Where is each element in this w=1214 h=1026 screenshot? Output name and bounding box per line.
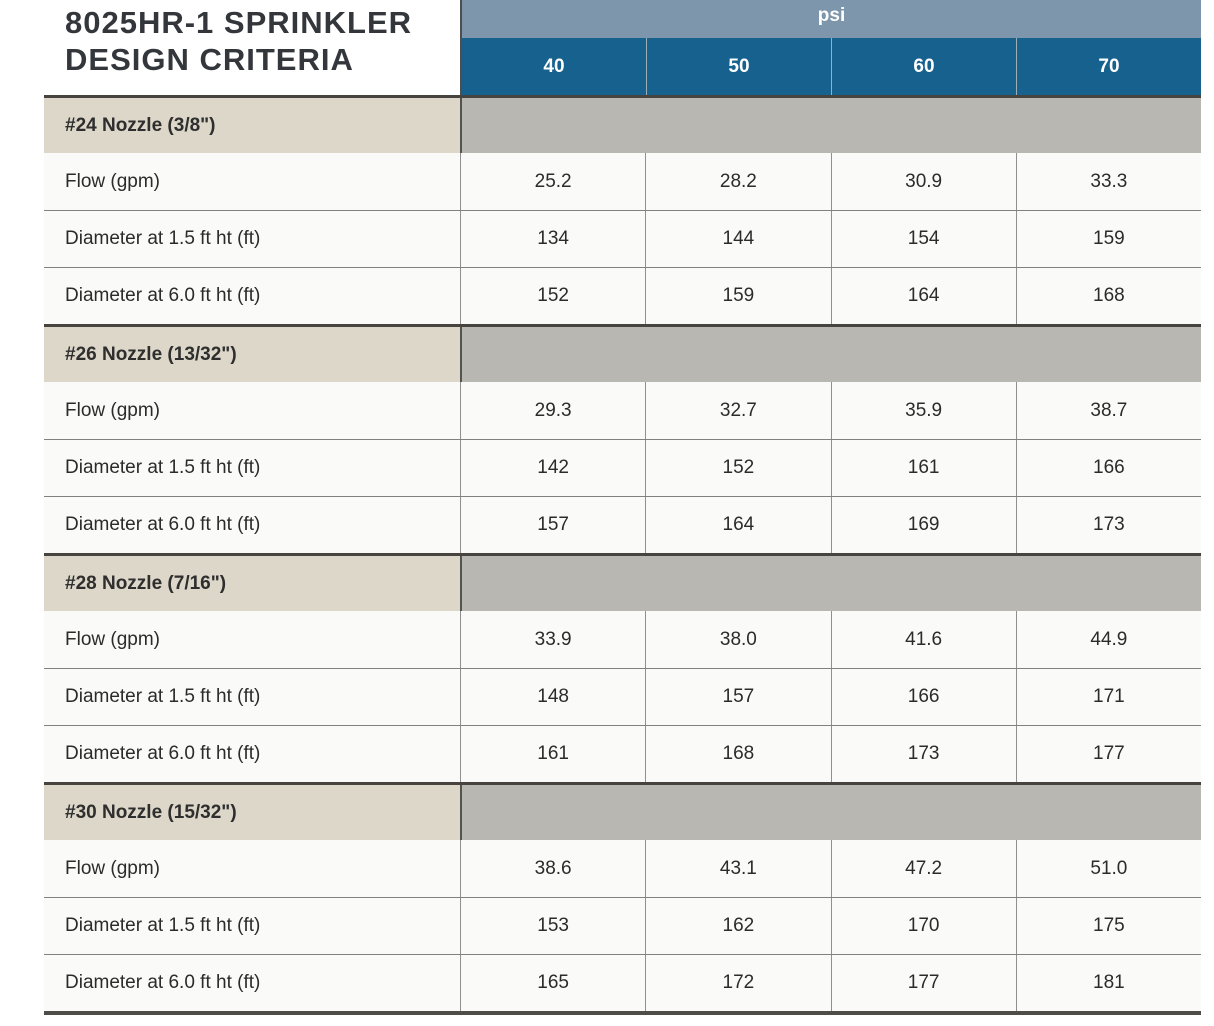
data-cell: 44.9: [1016, 611, 1201, 668]
data-cell: 181: [1016, 955, 1201, 1011]
row-label: Flow (gpm): [65, 399, 161, 421]
data-cell: 154: [831, 211, 1016, 267]
pressure-column-header-50: 50: [646, 38, 831, 95]
data-cell: 161: [831, 440, 1016, 496]
table-row: [44, 439, 1201, 496]
data-cell: 162: [645, 898, 830, 954]
data-cell: 51.0: [1016, 840, 1201, 897]
table-row: [44, 382, 1201, 439]
data-cell: 32.7: [645, 382, 830, 439]
table-row: [44, 210, 1201, 267]
data-cell: 166: [1016, 440, 1201, 496]
data-cell: 165: [460, 955, 645, 1011]
data-cell: 177: [1016, 726, 1201, 782]
data-cell: 164: [645, 497, 830, 553]
data-cell: 33.9: [460, 611, 645, 668]
data-cell: 173: [831, 726, 1016, 782]
table-row: [44, 897, 1201, 954]
nozzle-section-header-fill: [460, 556, 1201, 611]
data-cell: 169: [831, 497, 1016, 553]
data-cell: 170: [831, 898, 1016, 954]
data-cell: 25.2: [460, 153, 645, 210]
psi-unit-banner: psi: [462, 0, 1201, 38]
pressure-column-header-70: 70: [1016, 38, 1201, 95]
data-cell: 175: [1016, 898, 1201, 954]
design-criteria-table: [44, 0, 1201, 1015]
row-label: Flow (gpm): [65, 170, 161, 192]
data-cell: 142: [460, 440, 645, 496]
table-row: [44, 153, 1201, 210]
data-cell: 47.2: [831, 840, 1016, 897]
data-cell: 168: [1016, 268, 1201, 324]
table-row: [44, 668, 1201, 725]
data-cell: 33.3: [1016, 153, 1201, 210]
data-cell: 159: [645, 268, 830, 324]
row-label: Flow (gpm): [65, 628, 161, 650]
page-title: [44, 0, 460, 95]
table-row: [44, 725, 1201, 782]
nozzle-section-title: #24 Nozzle (3/8"): [44, 98, 460, 153]
nozzle-section-header: [44, 782, 1201, 840]
table-row: [44, 496, 1201, 553]
data-cell: 30.9: [831, 153, 1016, 210]
pressure-column-headers: [462, 38, 1201, 95]
data-cell: 166: [831, 669, 1016, 725]
table-row: [44, 954, 1201, 1011]
nozzle-section-title: #30 Nozzle (15/32"): [44, 785, 460, 840]
table-header-row: [44, 0, 1201, 95]
nozzle-section-title: #26 Nozzle (13/32"): [44, 327, 460, 382]
data-cell: 148: [460, 669, 645, 725]
data-cell: 173: [1016, 497, 1201, 553]
row-label: Diameter at 1.5 ft ht (ft): [65, 915, 261, 936]
nozzle-section-header: [44, 95, 1201, 153]
data-cell: 161: [460, 726, 645, 782]
page-title-line2: DESIGN CRITERIA: [65, 41, 354, 77]
row-label: Flow (gpm): [65, 857, 161, 879]
data-cell: 29.3: [460, 382, 645, 439]
data-cell: 144: [645, 211, 830, 267]
data-cell: 38.0: [645, 611, 830, 668]
table-row: [44, 267, 1201, 324]
data-cell: 157: [645, 669, 830, 725]
row-label: Diameter at 1.5 ft ht (ft): [65, 457, 261, 478]
pressure-column-header-40: 40: [543, 55, 565, 77]
data-cell: 38.6: [460, 840, 645, 897]
nozzle-section-header-fill: [460, 98, 1201, 153]
nozzle-section-header-fill: [460, 327, 1201, 382]
row-label: Diameter at 1.5 ft ht (ft): [65, 228, 261, 249]
nozzle-section-header: [44, 553, 1201, 611]
data-cell: 134: [460, 211, 645, 267]
data-cell: 157: [460, 497, 645, 553]
nozzle-section-title: #28 Nozzle (7/16"): [44, 556, 460, 611]
row-label: Diameter at 6.0 ft ht (ft): [65, 972, 261, 993]
page-title-line1: 8025HR-1 SPRINKLER: [65, 5, 413, 40]
data-cell: 28.2: [645, 153, 830, 210]
nozzle-section-header: [44, 324, 1201, 382]
data-cell: 153: [460, 898, 645, 954]
data-cell: 152: [460, 268, 645, 324]
row-label: Diameter at 6.0 ft ht (ft): [65, 514, 261, 535]
data-cell: 164: [831, 268, 1016, 324]
row-label: Diameter at 6.0 ft ht (ft): [65, 285, 261, 306]
data-cell: 177: [831, 955, 1016, 1011]
data-cell: 152: [645, 440, 830, 496]
table-row: [44, 840, 1201, 897]
data-cell: 35.9: [831, 382, 1016, 439]
nozzle-section-header-fill: [460, 785, 1201, 840]
data-cell: 43.1: [645, 840, 830, 897]
pressure-column-header-60: 60: [831, 38, 1016, 95]
data-cell: 159: [1016, 211, 1201, 267]
row-label: Diameter at 6.0 ft ht (ft): [65, 743, 261, 764]
data-cell: 172: [645, 955, 830, 1011]
data-cell: 38.7: [1016, 382, 1201, 439]
row-label: Diameter at 1.5 ft ht (ft): [65, 686, 261, 707]
data-cell: 168: [645, 726, 830, 782]
pressure-header-group: [460, 0, 1201, 95]
data-cell: 41.6: [831, 611, 1016, 668]
data-cell: 171: [1016, 669, 1201, 725]
table-row: [44, 611, 1201, 668]
